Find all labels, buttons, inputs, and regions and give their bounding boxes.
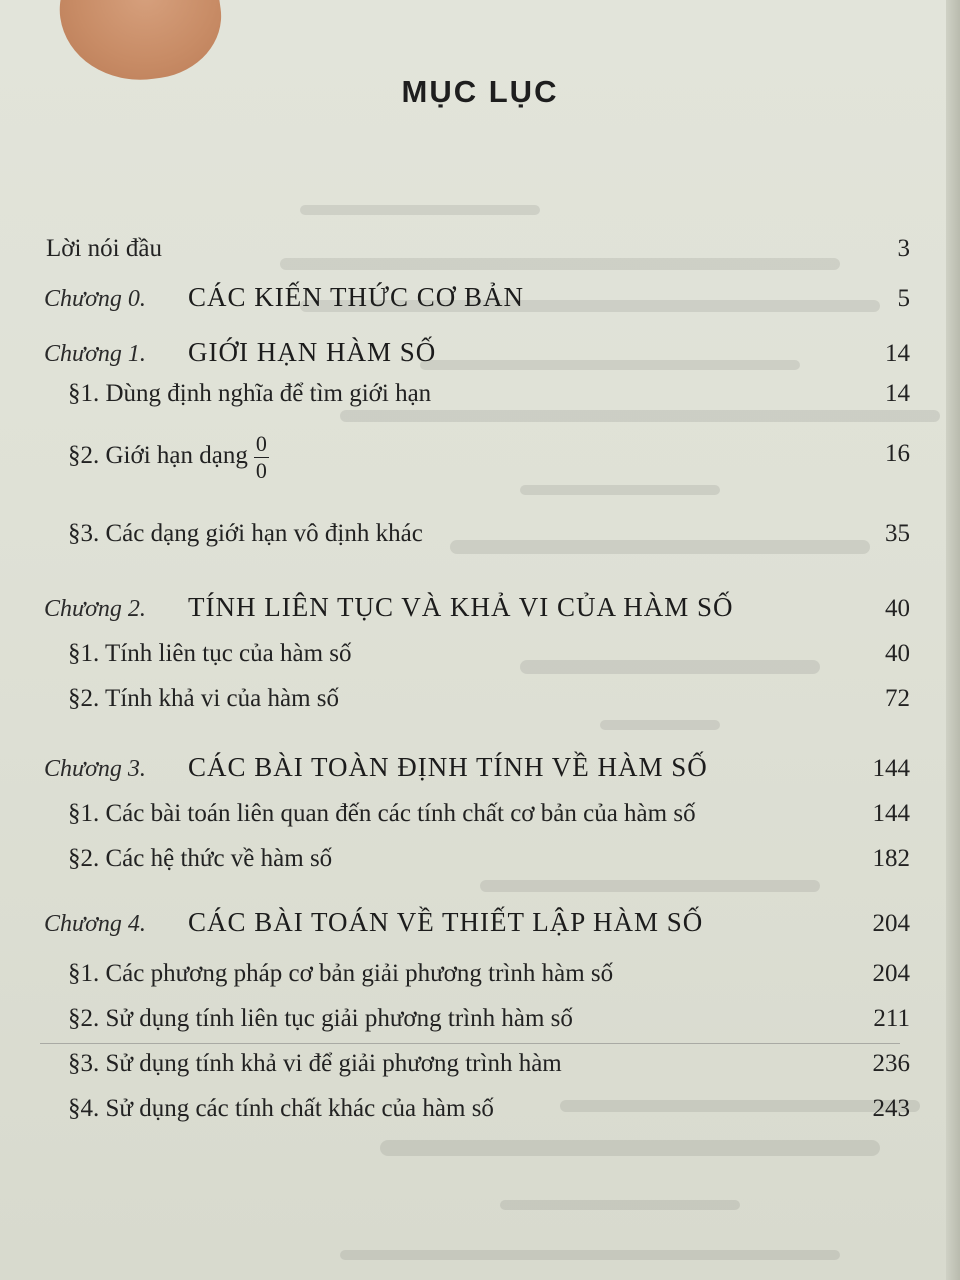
toc-chapter-row [0, 330, 960, 374]
section-title: §3. Sử dụng tính khả vi để giải phương trình hàm [68, 1050, 562, 1077]
toc-entry-row [0, 370, 960, 414]
page-number: 144 [872, 755, 910, 782]
section-title: §1. Tính liên tục của hàm số [68, 640, 352, 667]
toc-entry-row [0, 995, 960, 1039]
section-title: §2. Sử dụng tính liên tục giải phương trình hàm số [68, 1005, 573, 1032]
chapter-label: Chương 1. [44, 341, 146, 367]
chapter-label: Chương 0. [44, 286, 146, 312]
section-title: §3. Các dạng giới hạn vô định khác [68, 520, 423, 547]
fraction [254, 433, 269, 482]
toc-entry-row [0, 1085, 960, 1129]
page-number: 14 [885, 340, 910, 367]
toc-chapter-row [0, 900, 960, 944]
page-number: 204 [872, 960, 910, 987]
toc-entry-row [0, 430, 960, 483]
toc-entry-row [0, 790, 960, 834]
page-number: 3 [897, 235, 910, 262]
chapter-title: CÁC BÀI TOÀN ĐỊNH TÍNH VỀ HÀM SỐ [188, 752, 708, 782]
chapter-title: CÁC KIẾN THỨC CƠ BẢN [188, 282, 524, 312]
section-title: §2. Giới hạn dạng $\frac{0}{0}$ [68, 431, 267, 483]
page-title: MỤC LỤC [401, 74, 559, 109]
chapter-title: GIỚI HẠN HÀM SỐ [188, 337, 437, 367]
page-number: 72 [885, 685, 910, 712]
page-number: 35 [885, 520, 910, 547]
page-number: 211 [873, 1005, 910, 1032]
preface-title: Lời nói đầu [46, 235, 162, 262]
page-number: 16 [885, 440, 910, 467]
page-number: 243 [872, 1095, 910, 1122]
page-number: 40 [885, 595, 910, 622]
section-title: §1. Các phương pháp cơ bản giải phương trình hàm số [68, 960, 614, 987]
section-title: §2. Các hệ thức về hàm số [68, 845, 333, 872]
chapter-label: Chương 2. [44, 596, 146, 622]
page-number: 204 [872, 910, 910, 937]
fraction-numerator: 0 [255, 431, 267, 456]
page-number: 5 [897, 285, 910, 312]
toc-chapter-row [0, 585, 960, 629]
section-title: §4. Sử dụng các tính chất khác của hàm số [68, 1095, 494, 1122]
page-number: 236 [872, 1050, 910, 1077]
page-number: 40 [885, 640, 910, 667]
chapter-label: Chương 3. [44, 756, 146, 782]
page-number: 182 [872, 845, 910, 872]
toc-entry-row [0, 835, 960, 879]
toc-entry-row [0, 510, 960, 554]
toc-entry-row [0, 630, 960, 674]
chapter-label: Chương 4. [44, 911, 146, 937]
chapter-title: TÍNH LIÊN TỤC VÀ KHẢ VI CỦA HÀM SỐ [188, 592, 734, 622]
toc-entry-row [0, 950, 960, 994]
toc-entry-row [0, 225, 960, 269]
divider-line [40, 1043, 900, 1044]
section-title: §1. Các bài toán liên quan đến các tính chất cơ bản của hàm số [68, 800, 696, 827]
section-title: §2. Tính khả vi của hàm số [68, 685, 340, 712]
toc-entry-row [0, 1040, 960, 1084]
toc-entry-row [0, 675, 960, 719]
chapter-title: CÁC BÀI TOÁN VỀ THIẾT LẬP HÀM SỐ [188, 907, 704, 937]
section-title: §1. Dùng định nghĩa để tìm giới hạn [68, 380, 432, 407]
toc-chapter-row [0, 745, 960, 789]
fraction-denominator: 0 [255, 458, 267, 483]
page-number: 144 [872, 800, 910, 827]
page-number: 14 [885, 380, 910, 407]
toc-chapter-row [0, 275, 960, 319]
